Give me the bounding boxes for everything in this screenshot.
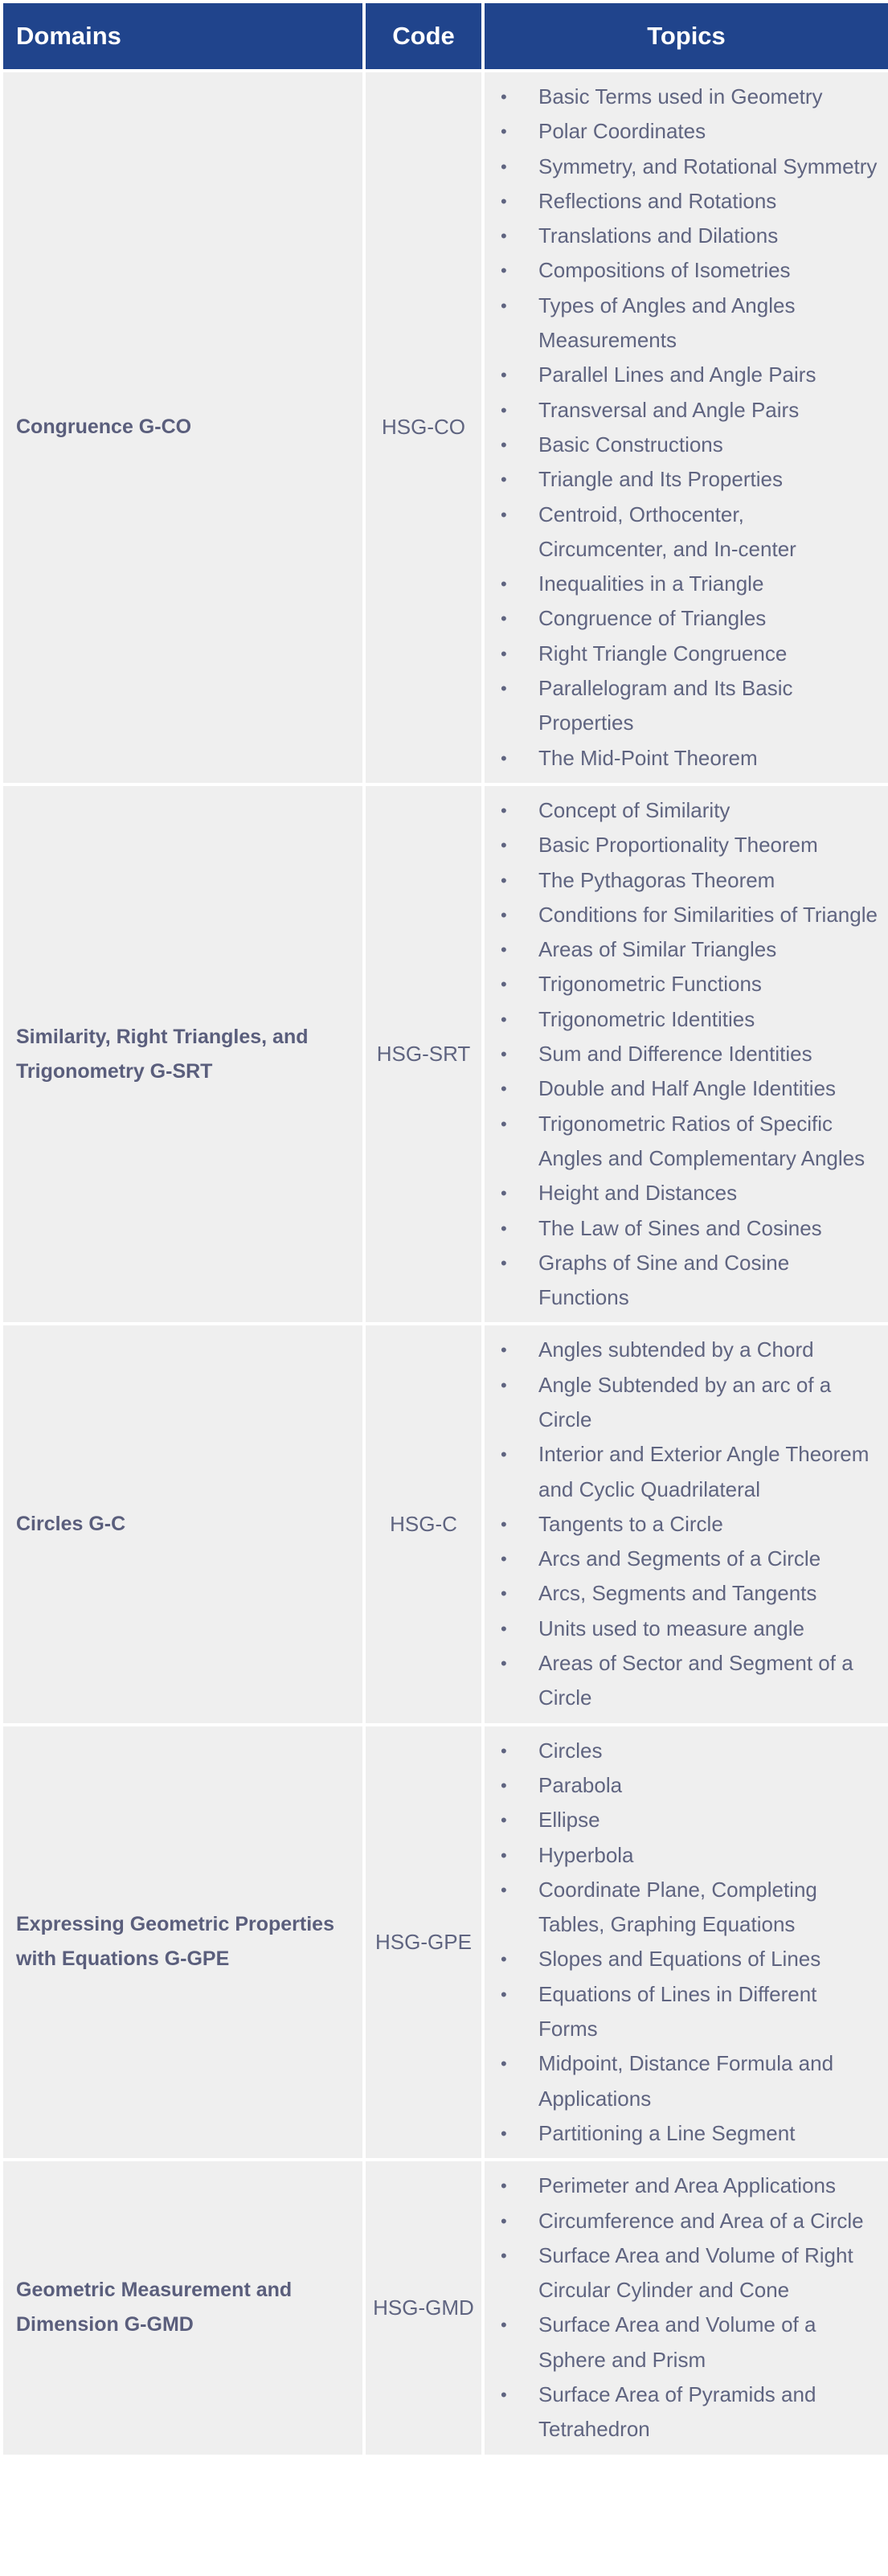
topic-item: • Tangents to a Circle — [485, 1507, 878, 1542]
topic-item: • Reflections and Rotations — [485, 184, 878, 219]
topic-item: • Trigonometric Functions — [485, 967, 878, 1001]
code-cell: HSG-SRT — [364, 784, 483, 1324]
topic-item: • Areas of Similar Triangles — [485, 932, 878, 967]
topic-item: • Conditions for Similarities of Triangle — [485, 898, 878, 932]
domain-cell: Similarity, Right Triangles, and Trigonometry G-SRT — [2, 784, 364, 1324]
table-header — [2, 2, 888, 71]
topic-item: • Surface Area of Pyramids and Tetrahedron — [485, 2377, 878, 2447]
topic-item: • Double and Half Angle Identities — [485, 1071, 878, 1106]
topic-item: • Angle Subtended by an arc of a Circle — [485, 1368, 878, 1438]
topic-item: • Surface Area and Volume of Right Circular Cylinder and Cone — [485, 2238, 878, 2308]
topic-item: • Areas of Sector and Segment of a Circle — [485, 1646, 878, 1716]
domain-cell: Congruence G-CO — [2, 71, 364, 784]
topic-list — [485, 80, 878, 776]
topic-item: • Height and Distances — [485, 1176, 878, 1210]
table-row — [2, 1725, 888, 2160]
topic-item: • Partitioning a Line Segment — [485, 2116, 878, 2151]
domain-cell: Circles G-C — [2, 1324, 364, 1724]
topics-cell — [483, 784, 888, 1324]
topic-item: • Parabola — [485, 1768, 878, 1803]
topic-list — [485, 2169, 878, 2447]
topic-list — [485, 1734, 878, 2152]
domain-cell: Geometric Measurement and Dimension G-GMD — [2, 2160, 364, 2455]
topic-item: • Arcs, Segments and Tangents — [485, 1576, 878, 1611]
header-code: Code — [364, 2, 483, 71]
topic-item: • Graphs of Sine and Cosine Functions — [485, 1246, 878, 1316]
topic-item: • The Law of Sines and Cosines — [485, 1211, 878, 1246]
topic-item: • Equations of Lines in Different Forms — [485, 1977, 878, 2047]
header-row — [2, 2, 888, 71]
topic-item: • Symmetry, and Rotational Symmetry — [485, 149, 878, 184]
topic-item: • Coordinate Plane, Completing Tables, Graphing Equations — [485, 1873, 878, 1943]
topic-item: • Perimeter and Area Applications — [485, 2169, 878, 2203]
topic-item: • Interior and Exterior Angle Theorem and Cyclic Quadrilateral — [485, 1437, 878, 1507]
topic-item: • Parallelogram and Its Basic Properties — [485, 671, 878, 741]
code-cell: HSG-GPE — [364, 1725, 483, 2160]
topic-item: • Circumference and Area of a Circle — [485, 2204, 878, 2238]
topics-cell — [483, 1324, 888, 1724]
topics-cell — [483, 2160, 888, 2455]
topic-item: • Parallel Lines and Angle Pairs — [485, 358, 878, 392]
code-cell: HSG-GMD — [364, 2160, 483, 2455]
topic-item: • Polar Coordinates — [485, 114, 878, 149]
topic-item: • Sum and Difference Identities — [485, 1037, 878, 1071]
header-topics: Topics — [483, 2, 888, 71]
topic-item: • Types of Angles and Angles Measurements — [485, 289, 878, 358]
topic-item: • Concept of Similarity — [485, 793, 878, 828]
topic-item: • Transversal and Angle Pairs — [485, 393, 878, 428]
topic-list — [485, 793, 878, 1315]
header-domains: Domains — [2, 2, 364, 71]
table-row — [2, 2160, 888, 2455]
topic-list — [485, 1333, 878, 1715]
topic-item: • Right Triangle Congruence — [485, 637, 878, 671]
topic-item: • Triangle and Its Properties — [485, 462, 878, 497]
topic-item: • Midpoint, Distance Formula and Applications — [485, 2046, 878, 2116]
topic-item: • Angles subtended by a Chord — [485, 1333, 878, 1367]
domain-cell: Expressing Geometric Properties with Equations G-GPE — [2, 1725, 364, 2160]
topic-item: • Basic Constructions — [485, 428, 878, 462]
table-row — [2, 1324, 888, 1724]
topic-item: • Arcs and Segments of a Circle — [485, 1542, 878, 1576]
topic-item: • Compositions of Isometries — [485, 253, 878, 288]
topic-item: • Units used to measure angle — [485, 1612, 878, 1646]
table-body — [2, 71, 888, 2456]
code-cell: HSG-CO — [364, 71, 483, 784]
topic-item: • The Pythagoras Theorem — [485, 863, 878, 898]
topic-item: • Trigonometric Identities — [485, 1002, 878, 1037]
topic-item: • Congruence of Triangles — [485, 601, 878, 636]
topic-item: • Translations and Dilations — [485, 219, 878, 253]
topic-item: • Basic Proportionality Theorem — [485, 828, 878, 862]
code-cell: HSG-C — [364, 1324, 483, 1724]
topic-item: • Ellipse — [485, 1803, 878, 1837]
topic-item: • Slopes and Equations of Lines — [485, 1942, 878, 1976]
topic-item: • The Mid-Point Theorem — [485, 741, 878, 776]
topic-item: • Basic Terms used in Geometry — [485, 80, 878, 114]
topic-item: • Trigonometric Ratios of Specific Angles and Complementary Angles — [485, 1107, 878, 1177]
topic-item: • Centroid, Orthocenter, Circumcenter, and In-center — [485, 498, 878, 567]
topic-item: • Surface Area and Volume of a Sphere and Prism — [485, 2308, 878, 2377]
table-row — [2, 71, 888, 784]
topic-item: • Hyperbola — [485, 1838, 878, 1873]
topic-item: • Inequalities in a Triangle — [485, 567, 878, 601]
topic-item: • Circles — [485, 1734, 878, 1768]
topics-cell — [483, 1725, 888, 2160]
topics-cell — [483, 71, 888, 784]
table-row — [2, 784, 888, 1324]
